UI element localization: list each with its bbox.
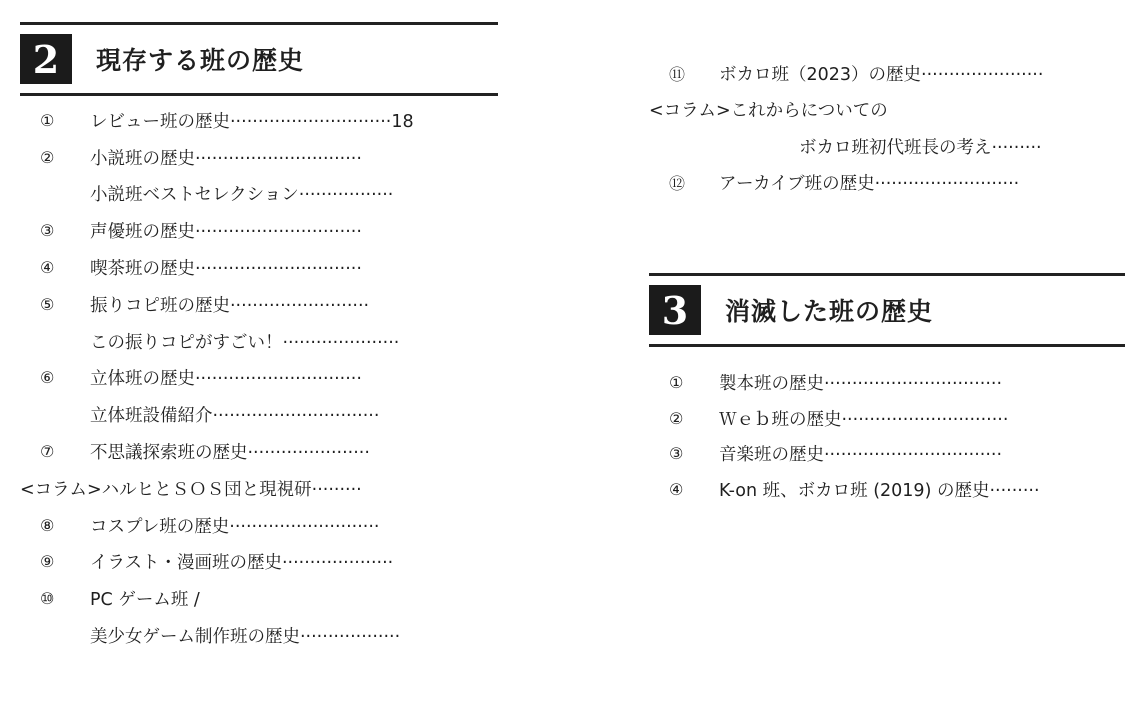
toc-entry: [20, 580, 498, 617]
toc-entry: [20, 176, 498, 213]
toc-list: [649, 55, 1125, 201]
right-column: [649, 55, 1125, 501]
toc-entry: [649, 55, 1125, 92]
entry-number: ④: [669, 479, 684, 499]
entry-number: ①: [669, 373, 684, 393]
toc-entry: [20, 433, 498, 470]
entry-number: ③: [669, 444, 684, 464]
toc-entry: [20, 470, 498, 507]
entry-number: ⑤: [40, 294, 55, 314]
entry-number: ⑧: [40, 515, 55, 535]
entry-title: 小説班ベストセレクション·················: [90, 185, 394, 206]
section-title: 消滅した班の歴史: [725, 297, 934, 326]
entry-title: 音楽班の歴史································: [719, 445, 1003, 466]
toc-entry: [649, 401, 1125, 437]
entry-title: 声優班の歴史······························: [90, 222, 362, 243]
toc-entry: [649, 128, 1125, 165]
entry-title: Ｗｅｂ班の歴史······························: [719, 409, 1009, 430]
entry-number: ⑨: [40, 552, 55, 572]
entry-title: アーカイブ班の歴史··························: [719, 174, 1020, 195]
entry-title: 不思議探索班の歴史······················: [90, 443, 370, 464]
toc-entry: [20, 617, 498, 654]
entry-title: レビュー班の歴史·····························18: [90, 111, 414, 132]
toc-list: [649, 365, 1125, 507]
section-3: [649, 273, 1125, 507]
toc-entry: [20, 323, 498, 360]
toc-entry: [649, 365, 1125, 401]
entry-title: <コラム>ハルヒとＳＯＳ団と現視研·········: [20, 479, 362, 500]
entry-title: 喫茶班の歴史······························: [90, 259, 362, 280]
section-number-badge: 3: [649, 285, 701, 335]
entry-number: ③: [40, 221, 55, 241]
section-2-header: [20, 22, 498, 96]
toc-entry: [20, 507, 498, 544]
entry-number: ⑦: [40, 442, 55, 462]
toc-entry: [20, 139, 498, 176]
entry-title: 製本班の歴史································: [719, 374, 1003, 395]
entry-title: <コラム>これからについての: [649, 101, 888, 122]
entry-title: コスプレ班の歴史···························: [90, 516, 380, 537]
toc-list: [20, 102, 498, 654]
toc-entry: [649, 165, 1125, 202]
entry-number: ②: [40, 147, 55, 167]
entry-title: K-on 班、ボカロ班 (2019) の歴史·········: [719, 480, 1040, 501]
left-column: [20, 22, 498, 654]
entry-number: ⑥: [40, 368, 55, 388]
section-number-badge: 2: [20, 34, 72, 84]
entry-title: 小説班の歴史······························: [90, 148, 362, 169]
toc-entry: [20, 396, 498, 433]
toc-entry: [20, 249, 498, 286]
entry-number: ④: [40, 258, 55, 278]
entry-title: 振りコピ班の歴史·························: [90, 295, 370, 316]
section-title: 現存する班の歴史: [96, 46, 305, 75]
entry-title: ボカロ班（2023）の歴史······················: [719, 64, 1044, 85]
toc-entry: [649, 436, 1125, 472]
entry-number: ⑪: [669, 64, 686, 84]
toc-entry: [20, 286, 498, 323]
toc-entry: [20, 360, 498, 397]
entry-number: ①: [40, 110, 55, 130]
toc-entry: [20, 212, 498, 249]
toc-entry: [649, 92, 1125, 129]
section-3-header: [649, 273, 1125, 347]
entry-title: PC ゲーム班 /: [90, 590, 200, 611]
entry-title: ボカロ班初代班長の考え·········: [799, 137, 1042, 158]
entry-title: この振りコピがすごい！·····················: [90, 332, 400, 353]
toc-entry: [20, 102, 498, 139]
entry-title: 立体班設備紹介······························: [90, 406, 380, 427]
entry-number: ⑩: [40, 589, 55, 609]
entry-title: 美少女ゲーム制作班の歴史··················: [90, 627, 401, 648]
entry-number: ⑫: [669, 174, 686, 194]
toc-entry: [20, 544, 498, 581]
entry-title: イラスト・漫画班の歴史····················: [90, 553, 394, 574]
entry-number: ②: [669, 408, 684, 428]
entry-title: 立体班の歴史······························: [90, 369, 362, 390]
toc-entry: [649, 472, 1125, 508]
